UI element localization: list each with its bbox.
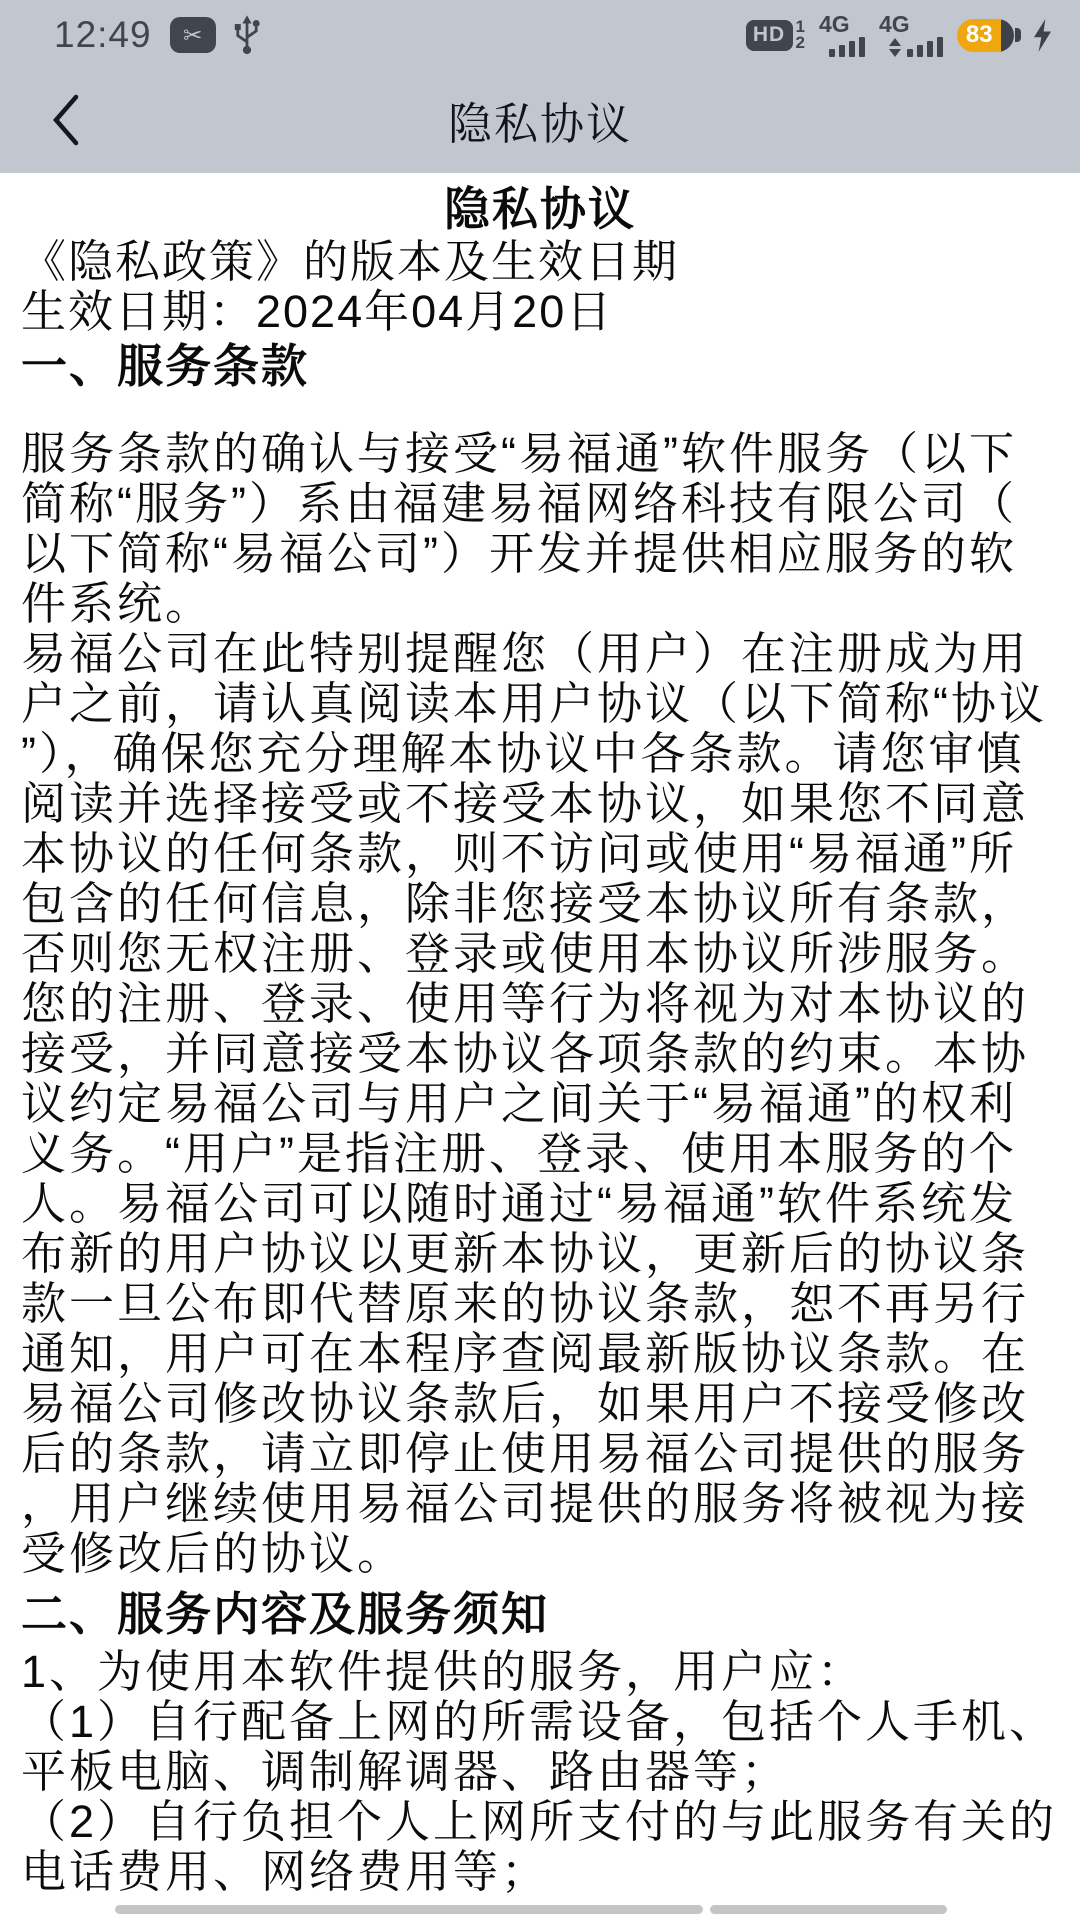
battery-empty-section: [1001, 19, 1014, 52]
data-activity-arrows-icon: [889, 38, 901, 57]
horizontal-scrollbar-left[interactable]: [115, 1905, 703, 1914]
section-heading-1: 一、服务条款: [21, 340, 309, 392]
hd-badge: HD: [746, 20, 793, 51]
content-scroll-area[interactable]: [0, 173, 1080, 1920]
effective-date-line: 生效日期：2024年04月20日: [21, 286, 614, 337]
volte-hd-icon: [746, 19, 805, 51]
section-heading-2: 二、服务内容及服务须知: [21, 1588, 549, 1640]
network-type-label-sim1: 4G: [819, 11, 850, 37]
network-type-label-sim2: 4G: [879, 11, 910, 37]
horizontal-scrollbar-right[interactable]: [710, 1905, 947, 1914]
status-left-icons: [170, 14, 262, 56]
agreement-text: [21, 181, 1059, 1897]
document-title: 隐私协议: [444, 183, 636, 235]
hd-sim-numbers: [796, 19, 805, 51]
usb-icon: [232, 14, 262, 56]
clock-text: 12:49: [54, 14, 152, 55]
battery-cap: [1015, 28, 1021, 42]
paragraph: 易福公司在此特别提醒您（用户）在注册成为用户之前，请认真阅读本用户协议（以下简称“协议”），确保您充分理解本协议中各条款。请您审慎阅读并选择接受或不接受本协议，如果您不同意本协议的任何条款，则不访问或使用“易福通”所包含的任何信息，除非您接受本协议所有条款，否则您无权注册、登录或使用本协议所涉服务。您的注册、登录、使用等行为将视为对本协议的接受，并同意接受本协议各项条款的约束。本协议约定易福公司与用户之间关于“易福通”的权利义务。“用户”是指注册、登录、使用本服务的个人。易福公司可以随时通过“易福通”软件系统发布新的用户协议以更新本协议，更新后的协议条款一旦公布即代替原来的协议条款，恕不再另行通知，用户可在本程序查阅最新版协议条款。在易福公司修改协议条款后，如果用户不接受修改后的条款，请立即停止使用易福公司提供的服务，用户继续使用易福公司提供的服务将被视为接受修改后的协议。: [21, 628, 1047, 1579]
hd-sim2-label: 2: [795, 33, 805, 52]
top-chrome: [0, 0, 1080, 173]
status-right-icons: [746, 13, 1054, 57]
battery-pill: [957, 19, 1014, 52]
nav-bar: [0, 66, 1080, 173]
status-bar: [0, 0, 1080, 66]
version-line: 《隐私政策》的版本及生效日期: [21, 236, 680, 287]
charging-bolt-icon: [1031, 19, 1054, 52]
battery-percent-text: 83: [957, 19, 1001, 52]
paragraph: （2）自行负担个人上网所支付的与此服务有关的电话费用、网络费用等；: [21, 1796, 1058, 1897]
hd-sim1-label: 1: [795, 17, 805, 36]
signal-bars-icon-sim2: [907, 37, 943, 57]
signal-bars-icon-sim1: [829, 37, 865, 57]
paragraph: 1、为使用本软件提供的服务，用户应：: [21, 1646, 866, 1697]
battery-indicator: [957, 19, 1054, 52]
signal-sim1-icon: [819, 13, 865, 57]
paragraph: （1）自行配备上网的所需设备，包括个人手机、平板电脑、调制解调器、路由器等；: [21, 1696, 1058, 1797]
screenshot-icon: [170, 17, 216, 53]
paragraph: 服务条款的确认与接受“易福通”软件服务（以下简称“服务”）系由福建易福网络科技有限公司（以下简称“易福公司”）开发并提供相应服务的软件系统。: [21, 428, 1017, 629]
signal-sim2-icon: [879, 13, 943, 57]
page-title: 隐私协议: [448, 99, 632, 149]
scissors-glyph: ✂: [182, 21, 203, 48]
